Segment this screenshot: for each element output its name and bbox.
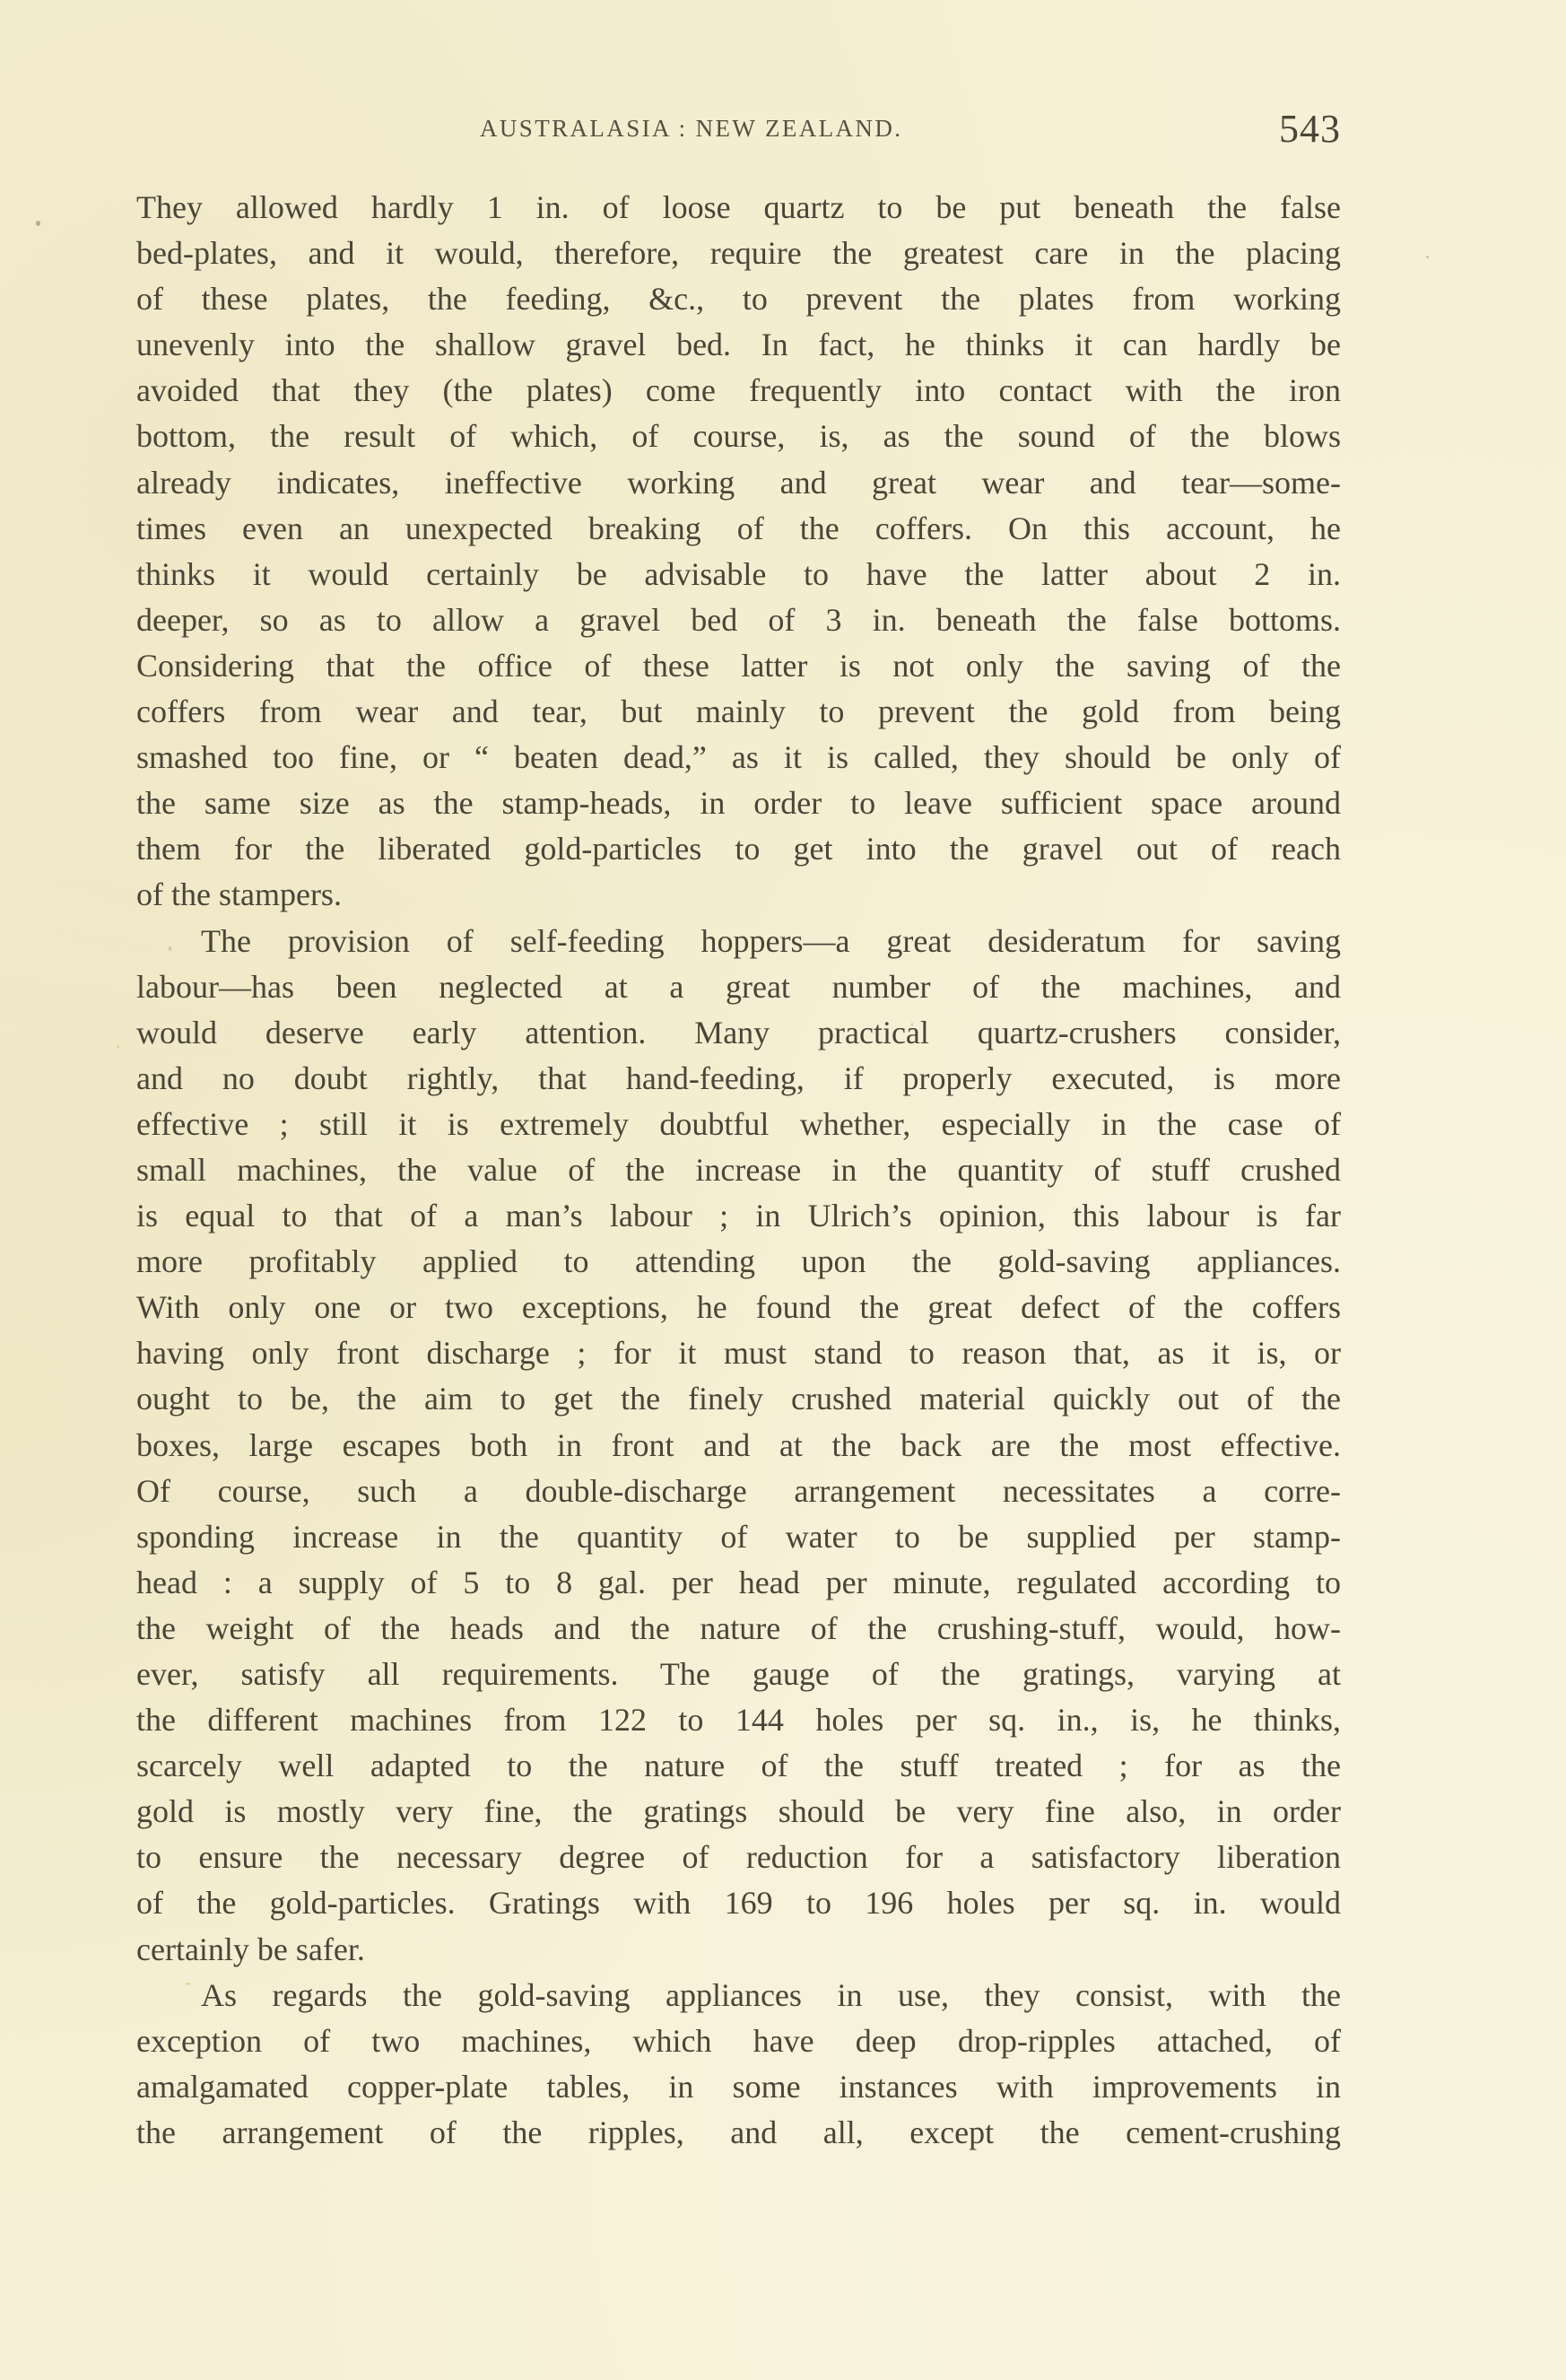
text-line: the same size as the stamp-heads, in order to leave sufficient space around [136,785,1341,822]
text-line: The provision of self-feeding hoppers—a great desideratum for saving [201,922,1341,959]
text-line: more profitably applied to attending upon the gold-saving appliances. [136,1243,1341,1280]
text-line: thinks it would certainly be advisable to have the latter about 2 in. [136,555,1341,592]
paragraph-2 [136,919,1341,1973]
text-line: of the gold-particles. Gratings with 169 to 196 holes per sq. in. would [136,1885,1341,1922]
text-line: of the stampers. [136,876,342,913]
text-line: effective ; still it is extremely doubtful whether, especially in the case of [136,1105,1341,1142]
text-line: Of course, such a double-discharge arrangement necessitates a corre- [136,1472,1341,1509]
text-line: gold is mostly very fine, the gratings should be very fine also, in order [136,1793,1341,1830]
text-line: boxes, large escapes both in front and at the back are the most effective. [136,1426,1341,1463]
running-head [135,106,1341,151]
paper-speck [186,1983,191,1985]
paper-speck [1426,256,1429,258]
text-line: ought to be, the aim to get the finely crushed material quickly out of the [136,1381,1341,1417]
text-line: deeper, so as to allow a gravel bed of 3 in. beneath the false bottoms. [136,601,1341,638]
paper-speck [36,221,40,226]
paper-speck [169,946,171,951]
running-title: AUSTRALASIA : NEW ZEALAND. [480,115,903,142]
page-number: 543 [1279,107,1341,151]
text-line: would deserve early attention. Many practical quartz-crushers consider, [136,1014,1341,1051]
text-line: small machines, the value of the increase in the quantity of stuff crushed [136,1151,1341,1188]
text-line: the weight of the heads and the nature of the crushing-stuff, would, how- [136,1609,1341,1646]
text-line: bottom, the result of which, of course, is, as the sound of the blows [136,418,1341,455]
text-line: amalgamated copper-plate tables, in some instances with improvements in [136,2068,1341,2105]
text-line: certainly be safer. [136,1931,365,1967]
text-line: the arrangement of the ripples, and all, except the cement-crushing [136,2114,1341,2150]
text-line: head : a supply of 5 to 8 gal. per head per minute, regulated according to [136,1564,1341,1600]
text-line: exception of two machines, which have deep drop-ripples attached, of [136,2022,1341,2059]
text-line: avoided that they (the plates) come frequently into contact with the iron [136,372,1341,409]
text-line: bed-plates, and it would, therefore, require the greatest care in the placing [136,235,1341,272]
text-line: them for the liberated gold-particles to get into the gravel out of reach [136,831,1341,867]
text-line: and no doubt rightly, that hand-feeding, if properly executed, is more [136,1059,1341,1096]
text-line: sponding increase in the quantity of water to be supplied per stamp- [136,1518,1341,1555]
text-line: already indicates, ineffective working and great wear and tear—some- [136,464,1341,501]
text-line: smashed too fine, or “ beaten dead,” as it is called, they should be only of [136,739,1341,776]
paragraph-1 [136,185,1341,919]
text-line: having only front discharge ; for it must stand to reason that, as it is, or [136,1335,1341,1372]
text-line: the different machines from 122 to 144 holes per sq. in., is, he thinks, [136,1702,1341,1739]
paper-speck [911,1023,913,1026]
text-line: coffers from wear and tear, but mainly to prevent the gold from being [136,693,1341,730]
text-line: is equal to that of a man’s labour ; in Ulrich’s opinion, this labour is far [136,1198,1341,1234]
text-line: They allowed hardly 1 in. of loose quartz to be put beneath the false [136,189,1341,225]
text-line: of these plates, the feeding, &c., to prevent the plates from working [136,281,1341,318]
body-text [136,185,1341,2156]
text-line: ever, satisfy all requirements. The gauge of the gratings, varying at [136,1656,1341,1692]
text-line: scarcely well adapted to the nature of the stuff treated ; for as the [136,1748,1341,1784]
paragraph-3 [136,1973,1341,2156]
text-line: to ensure the necessary degree of reduction for a satisfactory liberation [136,1839,1341,1876]
text-line: Considering that the office of these latter is not only the saving of the [136,647,1341,684]
text-line: With only one or two exceptions, he found the great defect of the coffers [136,1289,1341,1326]
text-line: As regards the gold-saving appliances in use, they consist, with the [201,1976,1341,2013]
text-line: unevenly into the shallow gravel bed. In fact, he thinks it can hardly be [136,327,1341,363]
paper-speck [117,1045,119,1049]
text-line: times even an unexpected breaking of the coffers. On this account, he [136,510,1341,546]
text-line: labour—has been neglected at a great number of the machines, and [136,968,1341,1005]
